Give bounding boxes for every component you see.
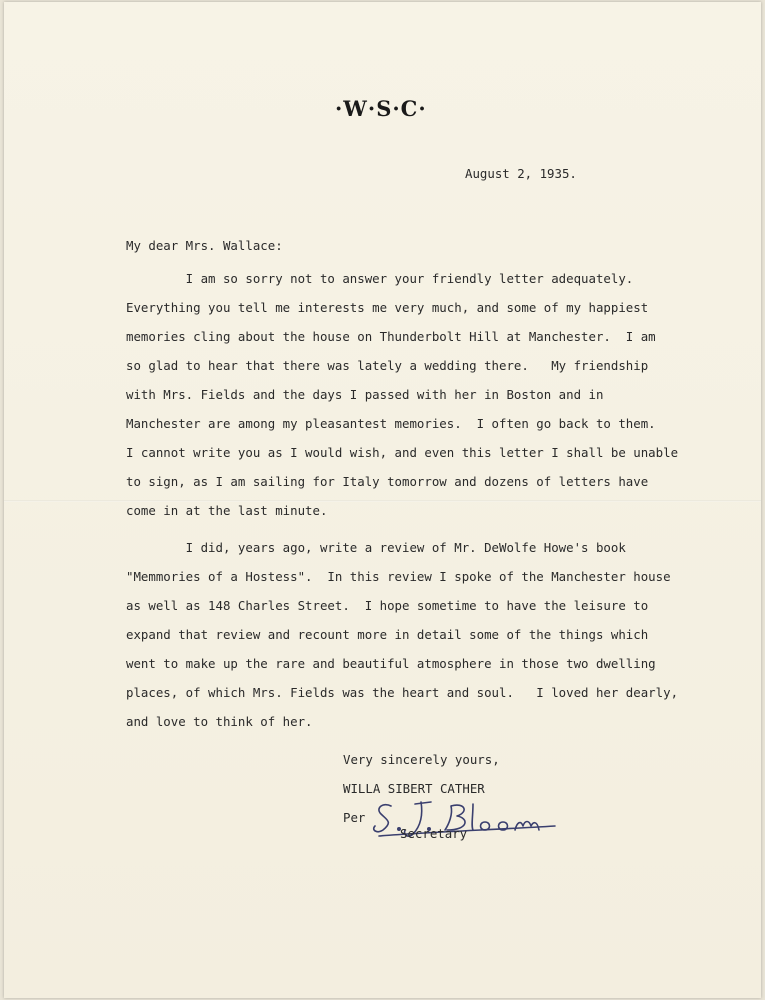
secretary-label: Secretary: [400, 826, 468, 841]
letter-page: [4, 2, 761, 998]
body-line: "Memmories of a Hostess". In this review I spoke of the Manchester house: [126, 569, 671, 584]
typed-name: WILLA SIBERT CATHER: [343, 781, 485, 796]
body-line: I am so sorry not to answer your friendly letter adequately.: [126, 271, 634, 286]
body-line: memories cling about the house on Thunderbolt Hill at Manchester. I am: [126, 329, 656, 344]
letterhead-monogram: ·W·S·C·: [335, 96, 427, 121]
per-label: Per: [343, 810, 366, 825]
body-line: I did, years ago, write a review of Mr. DeWolfe Howe's book: [126, 540, 626, 555]
salutation: My dear Mrs. Wallace:: [126, 238, 283, 253]
body-line: Manchester are among my pleasantest memories. I often go back to them.: [126, 416, 656, 431]
body-line: to sign, as I am sailing for Italy tomorrow and dozens of letters have: [126, 474, 649, 489]
body-line: Everything you tell me interests me very much, and some of my happiest: [126, 300, 649, 315]
body-line: as well as 148 Charles Street. I hope sometime to have the leisure to: [126, 598, 649, 613]
body-line: with Mrs. Fields and the days I passed with her in Boston and in: [126, 387, 604, 402]
body-line: and love to think of her.: [126, 714, 313, 729]
closing: Very sincerely yours,: [343, 752, 500, 767]
body-line: so glad to hear that there was lately a wedding there. My friendship: [126, 358, 649, 373]
body-line: expand that review and recount more in detail some of the things which: [126, 627, 649, 642]
body-line: come in at the last minute.: [126, 503, 328, 518]
letter-date: August 2, 1935.: [465, 166, 577, 181]
body-line: places, of which Mrs. Fields was the heart and soul. I loved her dearly,: [126, 685, 679, 700]
body-line: I cannot write you as I would wish, and even this letter I shall be unable: [126, 445, 679, 460]
body-line: went to make up the rare and beautiful atmosphere in those two dwelling: [126, 656, 656, 671]
paper-fold-line: [4, 500, 761, 502]
